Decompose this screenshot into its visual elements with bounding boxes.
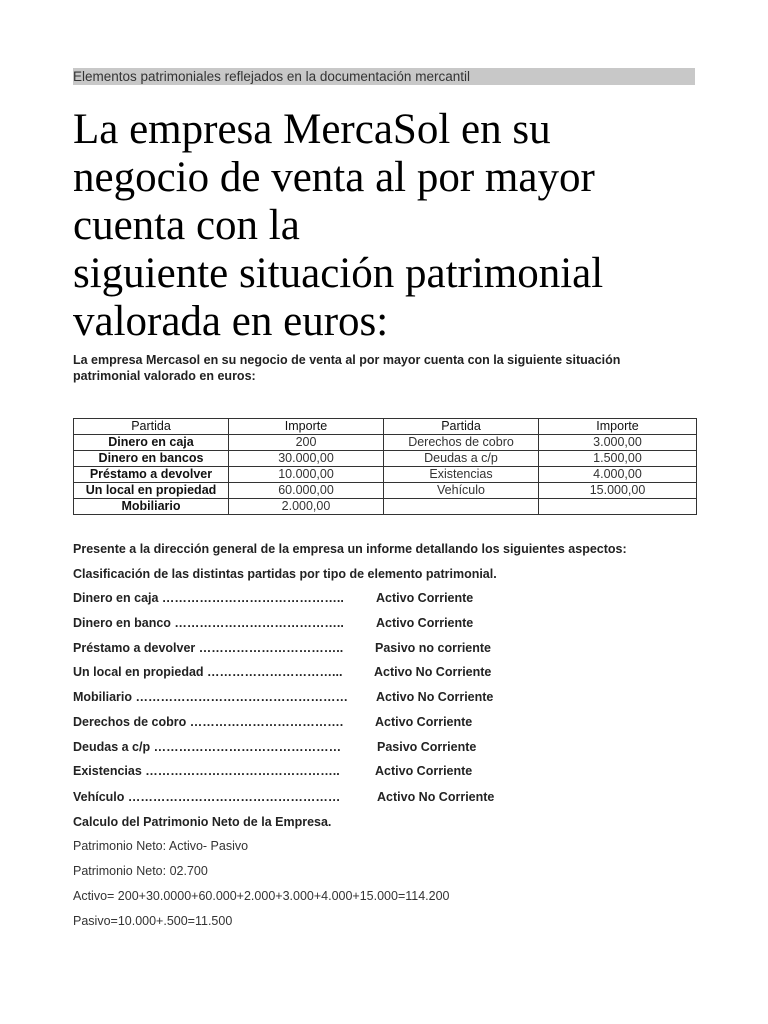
- intro-paragraph: La empresa Mercasol en su negocio de venta al por mayor cuenta con la siguiente situación patrimonial valorado en euros:: [73, 353, 621, 383]
- classification-row: [73, 739, 477, 755]
- table-cell: [539, 499, 697, 515]
- calc-activo: Activo= 200+30.0000+60.000+2.000+3.000+4.000+15.000=114.200: [73, 889, 450, 903]
- calc-pasivo: Pasivo=10.000+.500=11.500: [73, 914, 233, 928]
- classification-label: Préstamo a devolver ……………………………..: [73, 641, 344, 655]
- classification-value: Pasivo no corriente: [375, 641, 492, 655]
- column-header: Importe: [229, 419, 384, 435]
- table-row: [74, 467, 697, 483]
- column-header: Partida: [384, 419, 539, 435]
- table-row: [74, 435, 697, 451]
- title-line: valorada en euros:: [73, 298, 389, 345]
- table-cell: 15.000,00: [539, 483, 697, 499]
- classification-row: [73, 689, 494, 705]
- classification-value: Activo No Corriente: [374, 665, 492, 679]
- classification-row: [73, 763, 473, 779]
- classification-value: Activo No Corriente: [377, 790, 495, 804]
- classification-value: Activo Corriente: [375, 715, 473, 729]
- table-cell: Un local en propiedad: [74, 483, 229, 499]
- classification-value: Activo Corriente: [375, 764, 473, 778]
- patrimony-table: [73, 418, 697, 515]
- classification-value: Activo No Corriente: [376, 690, 494, 704]
- classification-row: [73, 590, 474, 606]
- table-cell: Dinero en caja: [74, 435, 229, 451]
- classification-value: Activo Corriente: [376, 616, 474, 630]
- classification-row: [73, 615, 474, 631]
- task-prompt: Presente a la dirección general de la empresa un informe detallando los siguientes aspectos:: [73, 542, 627, 556]
- classification-label: Derechos de cobro ……………………………….: [73, 715, 344, 729]
- classification-row: [73, 789, 495, 805]
- classification-row: [73, 714, 473, 730]
- classification-label: Dinero en banco …………………………………..: [73, 616, 344, 630]
- table-cell: 4.000,00: [539, 467, 697, 483]
- table-cell: Existencias: [384, 467, 539, 483]
- classification-value: Activo Corriente: [376, 591, 474, 605]
- title-line: cuenta con la: [73, 202, 300, 249]
- title-line: negocio de venta al por mayor: [73, 154, 595, 201]
- table-cell: 2.000,00: [229, 499, 384, 515]
- classification-label: Vehículo ……………………………………………: [73, 790, 341, 804]
- table-cell: Derechos de cobro: [384, 435, 539, 451]
- table-cell: [384, 499, 539, 515]
- classification-value: Pasivo Corriente: [377, 740, 477, 754]
- classification-row: [73, 640, 492, 656]
- table-cell: Mobiliario: [74, 499, 229, 515]
- table-row: [74, 499, 697, 515]
- table-cell: 60.000,00: [229, 483, 384, 499]
- column-header: Partida: [74, 419, 229, 435]
- table-row: [74, 483, 697, 499]
- table-row: [74, 451, 697, 467]
- task-subtitle: Clasificación de las distintas partidas por tipo de elemento patrimonial.: [73, 567, 497, 581]
- page-title: [73, 106, 763, 346]
- table-cell: Vehículo: [384, 483, 539, 499]
- table-cell: 30.000,00: [229, 451, 384, 467]
- table-header-row: [74, 419, 697, 435]
- document-header: Elementos patrimoniales reflejados en la documentación mercantil: [73, 68, 695, 85]
- table-cell: 1.500,00: [539, 451, 697, 467]
- classification-label: Dinero en caja ……………………………………..: [73, 591, 344, 605]
- title-line: siguiente situación patrimonial: [73, 250, 604, 297]
- table-cell: 200: [229, 435, 384, 451]
- classification-label: Mobiliario ……………………………………………: [73, 690, 348, 704]
- classification-label: Existencias ………………………………………..: [73, 764, 340, 778]
- calc-title: Calculo del Patrimonio Neto de la Empresa.: [73, 815, 332, 829]
- classification-label: Deudas a c/p ………………………………………: [73, 740, 342, 754]
- table-cell: Préstamo a devolver: [74, 467, 229, 483]
- table-cell: Dinero en bancos: [74, 451, 229, 467]
- classification-row: [73, 664, 492, 680]
- calc-formula: Patrimonio Neto: Activo- Pasivo: [73, 839, 249, 853]
- classification-label: Un local en propiedad …………………………...: [73, 665, 343, 679]
- title-line: La empresa MercaSol en su: [73, 106, 551, 153]
- table-cell: Deudas a c/p: [384, 451, 539, 467]
- table-cell: 10.000,00: [229, 467, 384, 483]
- calc-result: Patrimonio Neto: 02.700: [73, 864, 208, 878]
- column-header: Importe: [539, 419, 697, 435]
- table-cell: 3.000,00: [539, 435, 697, 451]
